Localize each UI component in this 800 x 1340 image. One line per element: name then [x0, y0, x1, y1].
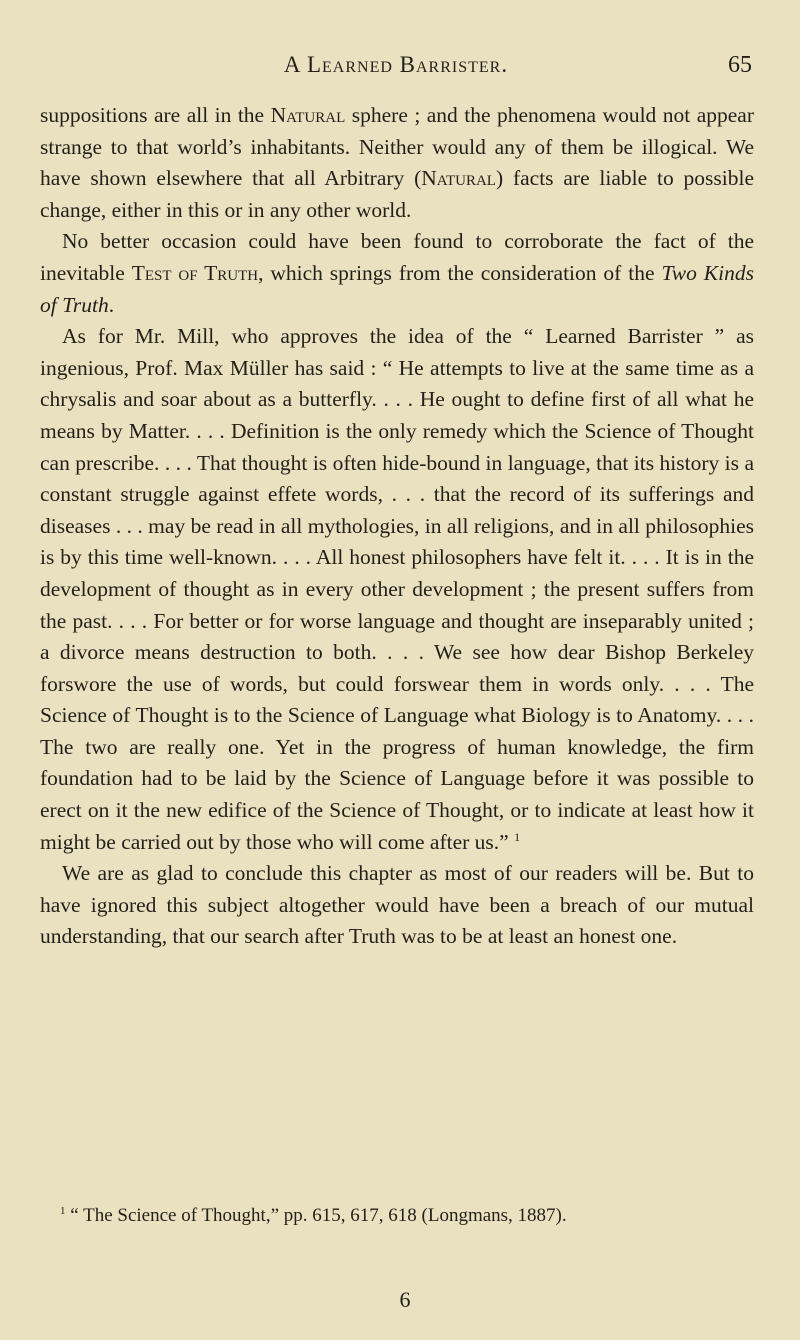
- footnote-marker: 1: [60, 1205, 66, 1217]
- paragraph-4-text: We are as glad to conclude this chapter as most of our readers will be. But to have ignored this subject altogether would have been a breach of our mutual understanding, that our search after Truth was to be at least an honest one.: [40, 861, 754, 949]
- footnote: [60, 1204, 760, 1228]
- body-text: [40, 100, 754, 953]
- paragraph-1-text-c: sphere ; and the phenomena would not appear strange to that world’s inhabitants. Neither would any of them be illogical. We have shown elsewhere that all Arbitrary (: [40, 103, 754, 191]
- paragraph-1-text-a: suppositions are all in the: [40, 103, 271, 127]
- footnote-reference: 1: [514, 829, 521, 844]
- paragraph-1-text-e: ) facts are liable to possible change, either in this or in any other world.: [40, 166, 755, 222]
- signature-mark: 6: [399, 1287, 411, 1312]
- running-head: [40, 52, 752, 82]
- paragraph-1-small-caps-natural: Natural: [270, 103, 346, 127]
- paragraph-2: [40, 226, 754, 321]
- paragraph-2-text-c: , which springs from the consideration of the: [258, 260, 662, 285]
- paragraph-2-italic-two-kinds: Two Kinds of Truth: [40, 260, 754, 317]
- running-title: A Learned Barrister.: [283, 52, 509, 77]
- paragraph-3-text: As for Mr. Mill, who approves the idea of the “ Learned Barrister ” as ingenious, Prof. Max Müller has said : “ He attempts to live at the same time as a chrysalis and soar about as a butterfly. . . . He ought to define first of all what he means by Matter. . . . Definition is the only remedy which the Science of Thought can prescribe. . . . That thought is often hide-bound in language, that its history is a constant struggle against effete words, . . . that the record of its sufferings and diseases . . . may be read in all mythologies, in all religions, and in all philosophies is by this time well-known. . . . All honest philosophers have felt it. . . . It is in the development of thought as in every other development ; the present suffers from the past. . . . For better or for worse language and thought are inseparably united ; a divorce means destruction to both. . . . We see how dear Bishop Berkeley forswore the use of words, but could forswear them in words only. . . . The Science of Thought is to the Science of Language what Biology is to Anatomy. . . . The two are really one. Yet in the progress of human knowledge, the firm foundation had to be laid by the Science of Language before it was possible to erect on it the new edifice of the Science of Thought, or to indicate at least how it might be carried out by those who will come after us.”: [40, 324, 754, 854]
- paragraph-2-text-a: No better occasion could have been found to corroborate the fact of the inevitable: [40, 229, 754, 285]
- paragraph-2-small-caps-test-of-truth: Test of Truth: [131, 260, 259, 285]
- footnote-text: “ The Science of Thought,” pp. 615, 617, 618 (Longmans, 1887).: [65, 1205, 567, 1226]
- paragraph-3: [40, 321, 754, 858]
- paragraph-2-text-e: .: [108, 292, 115, 317]
- paragraph-4: [40, 858, 754, 953]
- page-number: 65: [728, 52, 752, 78]
- paragraph-1: [40, 100, 754, 226]
- paragraph-1-small-caps-natural-2: Natural: [421, 166, 496, 191]
